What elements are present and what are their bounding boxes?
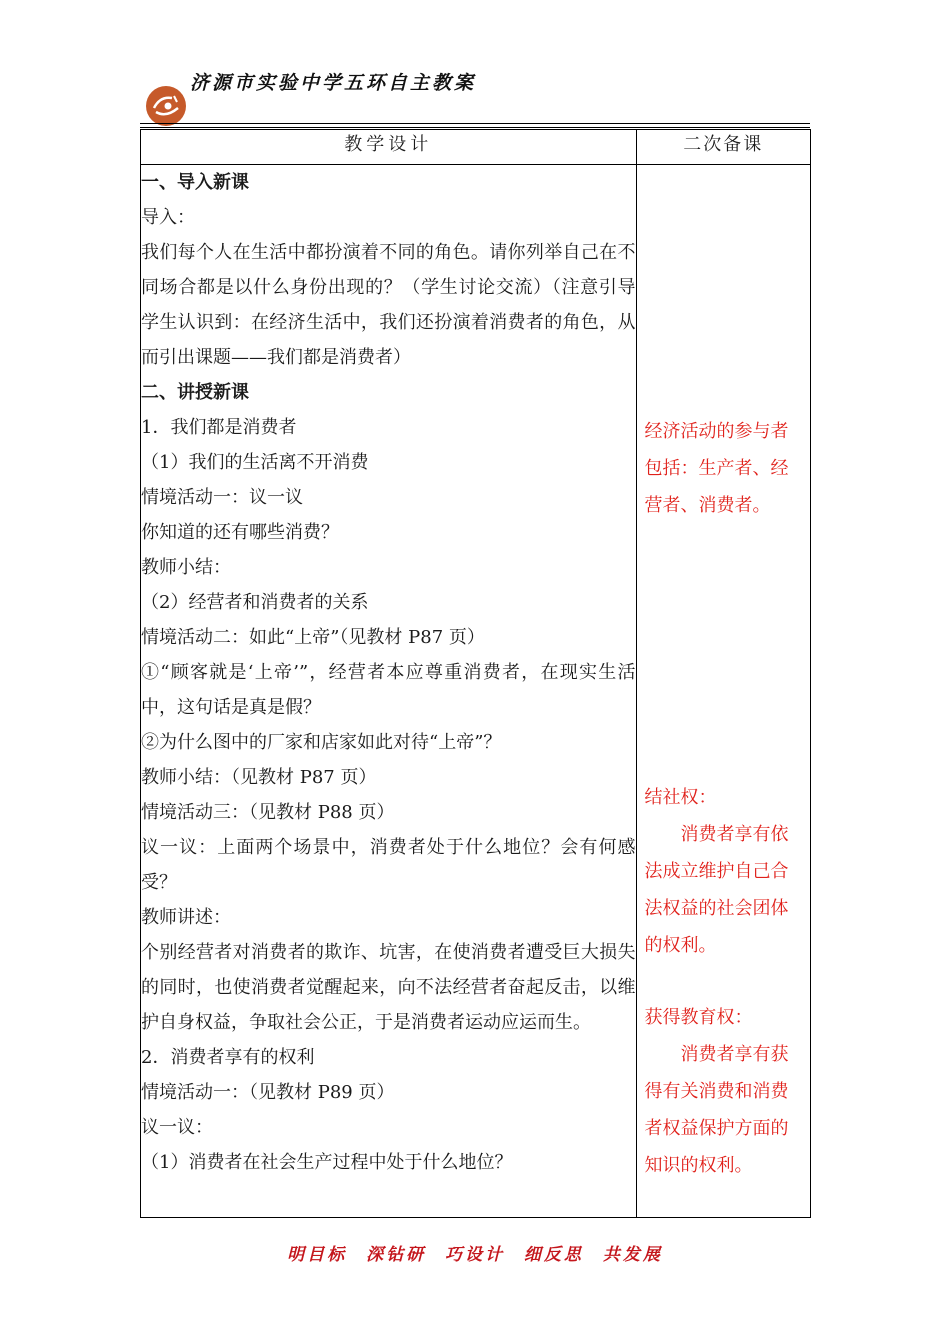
school-name: 济源市实验中学五环自主教案 <box>190 72 477 94</box>
header-rule-bottom <box>140 127 810 128</box>
footer-motto: 明目标 深钻研 巧设计 细反思 共发展 <box>287 1245 663 1265</box>
content-line: 教师小结： <box>141 557 231 578</box>
col-header-notes: 二次备课 <box>636 130 810 165</box>
table-header-row <box>141 130 811 165</box>
content-line: （2）经营者和消费者的关系 <box>141 592 369 613</box>
content-line: 导入： <box>141 207 195 228</box>
logo-emblem-icon <box>146 86 186 126</box>
note-association-right <box>645 779 802 964</box>
content-line: 你知道的还有哪些消费？ <box>141 522 339 543</box>
note-education-right <box>645 999 802 1184</box>
content-line: （1）我们的生活离不开消费 <box>141 452 369 473</box>
content-line: 二、讲授新课 <box>141 382 249 403</box>
note-title: 获得教育权： <box>644 1007 753 1028</box>
content-line: 议一议：上面两个场景中，消费者处于什么地位？会有何感受？ <box>141 837 636 893</box>
note-title: 结社权： <box>644 787 717 808</box>
col-header-design: 教学设计 <box>141 130 637 165</box>
table-body-row <box>141 165 811 1218</box>
design-content-cell <box>141 165 637 1218</box>
note-text: 消费者享有获得有关消费和消费者权益保护方面的知识的权利。 <box>644 1044 789 1176</box>
content-line: 个别经营者对消费者的欺诈、坑害，在使消费者遭受巨大损失的同时，也使消费者觉醒起来，向不法经营者奋起反击，以维护自身权益，争取社会公正，于是消费者运动应运而生。 <box>141 942 636 1033</box>
header-rule-top <box>140 123 810 124</box>
notes-cell <box>636 165 810 1218</box>
content-line: 我们每个人在生活中都扮演着不同的角色。请你列举自己在不同场合都是以什么身份出现的？（学生讨论交流）（注意引导学生认识到：在经济生活中，我们还扮演着消费者的角色，从而引出课题——我们都是消费者） <box>141 242 636 368</box>
note-text: 消费者享有依法成立维护自己合法权益的社会团体的权利。 <box>644 824 789 956</box>
content-line: ①“顾客就是‘上帝’”，经营者本应尊重消费者，在现实生活中，这句话是真是假？ <box>141 662 636 718</box>
content-line: 情境活动一：议一议 <box>141 487 303 508</box>
content-line: 教师小结：（见教材 P87 页） <box>141 767 377 788</box>
note-participants <box>645 413 802 524</box>
content-line: 情境活动二：如此“上帝”（见教材 P87 页） <box>141 627 485 648</box>
content-line: ②为什么图中的厂家和店家如此对待“上帝”？ <box>141 732 502 753</box>
content-line: 一、导入新课 <box>141 172 249 193</box>
content-line: 议一议： <box>141 1117 213 1138</box>
content-line: 2．消费者享有的权利 <box>141 1047 315 1068</box>
content-line: 教师讲述： <box>141 907 231 928</box>
content-line: 情境活动一：（见教材 P89 页） <box>141 1082 395 1103</box>
content-line: （1）消费者在社会生产过程中处于什么地位？ <box>141 1152 513 1173</box>
note-text: 经济活动的参与者包括：生产者、经营者、消费者。 <box>644 421 789 516</box>
school-logo-icon <box>146 86 186 126</box>
content-line: 情境活动三：（见教材 P88 页） <box>141 802 395 823</box>
content-line: 1．我们都是消费者 <box>141 417 297 438</box>
page-header <box>140 60 810 126</box>
lesson-table <box>140 129 811 1218</box>
